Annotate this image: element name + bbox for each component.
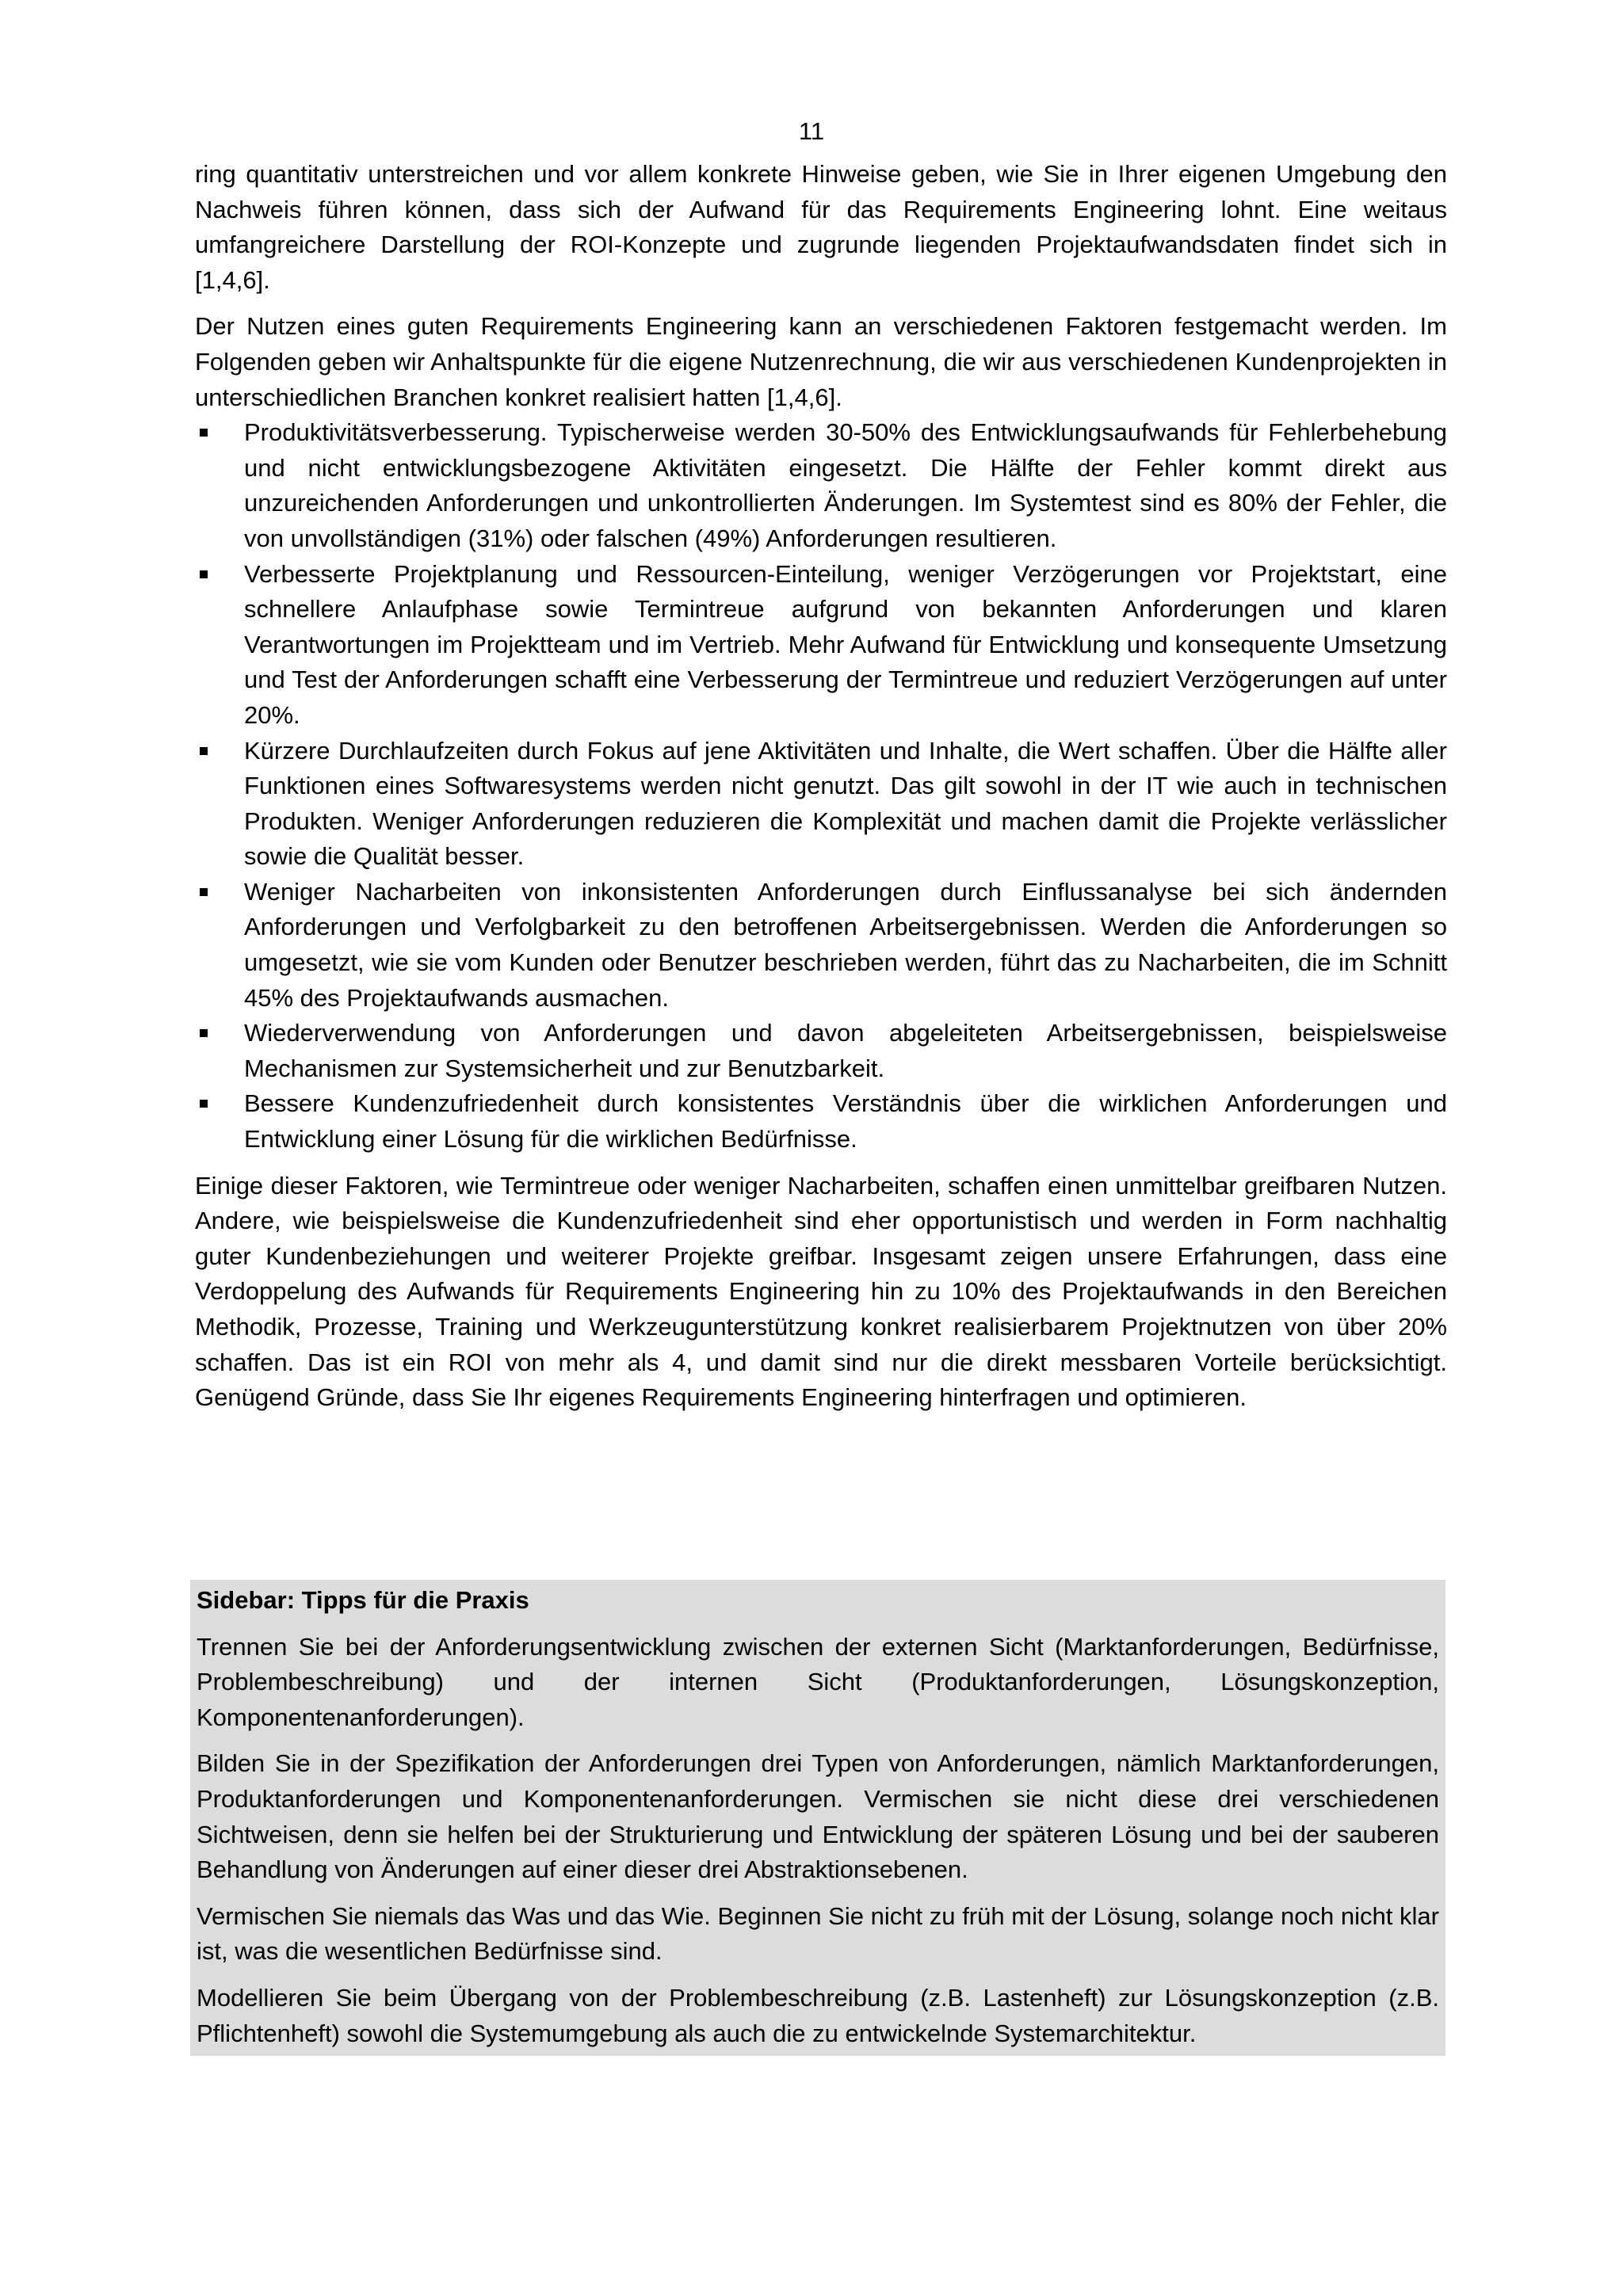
list-item-text: Produktivitätsverbesserung. Typischerweise werden 30-50% des Entwicklungsaufwands für Fehlerbehebung und nicht entwicklungsbezogene Aktivitäten eingesetzt. Die Hälfte der Fehler kommt direkt aus unzureichenden Anforderungen und unkontrollierten Änderungen. Im Systemtest sind es 80% der Fehler, die von unvollständigen (31%) oder falschen (49%) Anforderungen resultieren. xyxy=(244,418,1447,552)
conclusion-paragraph: Einige dieser Faktoren, wie Termintreue oder weniger Nacharbeiten, schaffen einen unmittelbar greifbaren Nutzen. Andere, wie beispielsweise die Kundenzufriedenheit sind eher opportunistisch und werden in Form nachhaltig guter Kundenbeziehungen und weiterer Projekte greifbar. Insgesamt zeigen unsere Erfahrungen, dass eine Verdoppelung des Aufwands für Requirements Engineering hin zu 10% des Projektaufwands in den Bereichen Methodik, Prozesse, Training und Werkzeugunterstützung konkret realisierbarem Projektnutzen von über 20% schaffen. Das ist ein ROI von mehr als 4, und damit sind nur die direkt messbaren Vorteile berücksichtigt. Genügend Gründe, dass Sie Ihr eigenes Requirements Engineering hinterfragen und optimieren. xyxy=(195,1171,1447,1412)
bullet-icon xyxy=(200,888,208,896)
sidebar-paragraph: Trennen Sie bei der Anforderungsentwicklung zwischen der externen Sicht (Marktanforderungen, Bedürfnisse, Problembeschreibung) und der internen Sicht (Produktanforderungen, Lösungskonzeption, Komponentenanforderungen). xyxy=(197,1632,1439,1731)
list-item-text: Bessere Kundenzufriedenheit durch konsistentes Verständnis über die wirklichen Anforderungen und Entwicklung einer Lösung für die wirklichen Bedürfnisse. xyxy=(244,1089,1447,1154)
bullet-icon xyxy=(200,570,208,578)
list-item xyxy=(195,415,1447,556)
list-item-text: Weniger Nacharbeiten von inkonsistenten Anforderungen durch Einflussanalyse bei sich ändernden Anforderungen und Verfolgbarkeit zu den betroffenen Arbeitsergebnissen. Werden die Anforderungen so umgesetzt, wie sie vom Kunden oder Benutzer beschrieben werden, führt das zu Nacharbeiten, die im Schnitt 45% des Projektaufwands ausmachen. xyxy=(244,877,1447,1012)
list-item-text: Kürzere Durchlaufzeiten durch Fokus auf jene Aktivitäten und Inhalte, die Wert schaffen. Über die Hälfte aller Funktionen eines Softwaresystems werden nicht genutzt. Das gilt sowohl in der IT wie auch in technischen Produkten. Weniger Anforderungen reduzieren die Komplexität und machen damit die Projekte verlässlicher sowie die Qualität besser. xyxy=(244,736,1447,871)
intro-paragraph: ring quantitativ unterstreichen und vor allem konkrete Hinweise geben, wie Sie in Ihrer eigenen Umgebung den Nachweis führen können, dass sich der Aufwand für das Requirements Engineering lohnt. Eine weitaus umfangreichere Darstellung der ROI-Konzepte und zugrunde liegenden Projektaufwandsdaten findet sich in [1,4,6]. xyxy=(195,160,1447,294)
bullet-icon xyxy=(200,1100,208,1108)
list-item xyxy=(195,875,1447,1016)
main-text xyxy=(195,157,1447,1416)
sidebar-paragraph: Modellieren Sie beim Übergang von der Problembeschreibung (z.B. Lastenheft) zur Lösungskonzeption (z.B. Pflichtenheft) sowohl die Systemumgebung als auch die zu entwickelnde Systemarchitektur. xyxy=(197,1983,1439,2047)
list-item xyxy=(195,1086,1447,1157)
page-number: 11 xyxy=(798,117,825,145)
bullet-icon xyxy=(200,747,208,755)
benefit-list xyxy=(195,415,1447,1157)
lead-paragraph: Der Nutzen eines guten Requirements Engineering kann an verschiedenen Faktoren festgemacht werden. Im Folgenden geben wir Anhaltspunkte für die eigene Nutzenrechnung, die wir aus verschiedenen Kundenprojekten in unterschiedlichen Branchen konkret realisiert hatten [1,4,6]. xyxy=(195,312,1447,411)
sidebar-paragraph: Vermischen Sie niemals das Was und das Wie. Beginnen Sie nicht zu früh mit der Lösung, solange noch nicht klar ist, was die wesentlichen Bedürfnisse sind. xyxy=(197,1901,1439,1966)
list-item xyxy=(195,557,1447,734)
bullet-icon xyxy=(200,429,208,437)
list-item-text: Verbesserte Projektplanung und Ressourcen-Einteilung, weniger Verzögerungen vor Projektstart, eine schnellere Anlaufphase sowie Termintreue aufgrund von bekannten Anforderungen und klaren Verantwortungen im Projektteam und im Vertrieb. Mehr Aufwand für Entwicklung und konsequente Umsetzung und Test der Anforderungen schafft eine Verbesserung der Termintreue und reduziert Verzögerungen auf unter 20%. xyxy=(244,559,1447,729)
bullet-icon xyxy=(200,1029,208,1037)
sidebar-paragraph: Bilden Sie in der Spezifikation der Anforderungen drei Typen von Anforderungen, nämlich Marktanforderungen, Produktanforderungen und Komponentenanforderungen. Vermischen sie nicht diese drei verschiedenen Sichtweisen, denn sie helfen bei der Strukturierung und Entwicklung der späteren Lösung und bei der sauberen Behandlung von Änderungen auf einer dieser drei Abstraktionsebenen. xyxy=(197,1749,1439,1884)
list-item-text: Wiederverwendung von Anforderungen und davon abgeleiteten Arbeitsergebnissen, beispielsweise Mechanismen zur Systemsicherheit und zur Benutzbarkeit. xyxy=(244,1019,1447,1082)
sidebar-title: Sidebar: Tipps für die Praxis xyxy=(197,1586,529,1614)
list-item xyxy=(195,734,1447,875)
sidebar-box xyxy=(190,1580,1445,2056)
list-item xyxy=(195,1016,1447,1086)
